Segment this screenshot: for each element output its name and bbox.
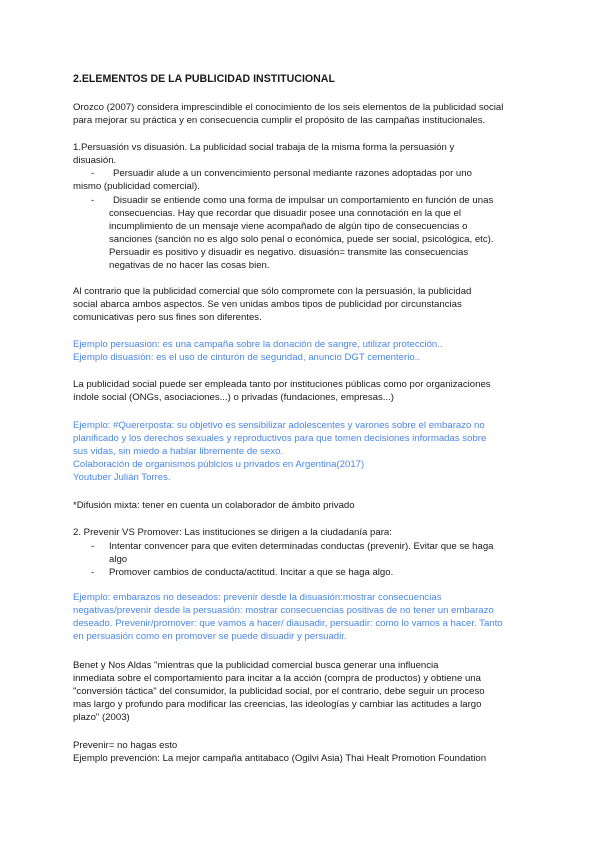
example-embarazos: deseado. Prevenir/promover: que vamos a hacer/ diausadir, persuadir: como lo vamos a hacer. Tanto	[73, 618, 503, 629]
example-disuasion: Ejemplo disuasión: es el uso de cinturón de seguridad, anuncio DGT cementerio..	[73, 352, 420, 363]
example-embarazos: Ejemplo: embarazos no deseados: prevenir desde la disuasión:mostrar consecuencias	[73, 592, 442, 603]
bullet-persuadir: mismo (publicidad comercial).	[73, 181, 200, 192]
mixed-diffusion-note: *Difusión mixta: tener en cuenta un colaborador de ámbito privado	[73, 500, 355, 511]
prevention-example: Ejemplo prevención: La mejor campaña antitabaco (Ogilvi Asia) Thai Healt Promotion Foundation	[73, 753, 487, 764]
bullet-dash: -	[91, 195, 95, 206]
institutions-paragraph: índole social (ONGs, asociaciones...) o privadas (fundaciones, empresas...)	[73, 392, 395, 403]
intro-line: Orozco (2007) considera imprescindible el conocimiento de los seis elementos de la publicidad social	[73, 102, 504, 113]
example-quererposta: Ejemplo: #Quererposta: su objetivo es sensibilizar adolescentes y varones sobre el embarazo no	[73, 420, 485, 431]
bullet-dash: -	[91, 168, 95, 179]
contrast-paragraph: Al contrario que la publicidad comercial que sólo compromete con la persuasión, la publicidad	[73, 286, 472, 297]
example-quererposta: Colaboración de organismos públcios u privados en Argentina(2017)	[73, 459, 365, 470]
contrast-paragraph: comunicativas pero sus fines son diferentes.	[73, 312, 262, 323]
section2-heading: 2. Prevenir VS Promover: Las instituciones se dirigen a la ciudadanía para:	[73, 527, 392, 538]
bullet-disuadir: sanciones (sanción no es algo solo penal o económica, puede ser social, psicológica, etc).	[109, 234, 494, 245]
intro-line: para mejorar su práctica y en consecuencia cumplir el propósito de las campañas institucionales.	[73, 115, 486, 126]
example-quererposta: sus vidas, sin miedo a hablar libremente de sexo.	[73, 446, 284, 457]
benet-quote: inmediata sobre el comportamiento para incitar a la acción (compra de productos) y obtiene una	[73, 673, 481, 684]
bullet-disuadir: incumplimiento de un mensaje viene acompañado de algún tipo de consecuencias o	[109, 221, 468, 232]
example-embarazos: en persuasión como en promover se puede disuadir y persuadir.	[73, 631, 347, 642]
benet-quote: Benet y Nos Aldas "mientras que la publicidad comercial busca generar una influencia	[73, 660, 439, 671]
section1-heading: disuasión.	[73, 155, 117, 166]
example-persuasion: Ejemplo persuasion: es una campaña sobre la donación de sangre, utilizar protección..	[73, 339, 443, 350]
example-quererposta: planificado y los derechos sexuales y reproductivos para que tomen decisiones informadas sobre	[73, 433, 487, 444]
bullet-prevenir: algo	[109, 554, 128, 565]
bullet-dash: -	[91, 541, 95, 552]
example-quererposta: Youtuber Julián Torres.	[73, 472, 171, 483]
benet-quote: plazo" (2003)	[73, 712, 130, 723]
example-embarazos: negativas/prevenir desde la persuasión: mostrar consecuencias positivas de no tener un embarazo	[73, 605, 494, 616]
bullet-promover: Promover cambios de conducta/actitud. Incitar a que se haga algo.	[109, 567, 394, 578]
prevenir-note: Prevenir= no hagas esto	[73, 740, 178, 751]
bullet-disuadir: Persuadir es positivo y disuadir es negativo. disuasión= transmite las consecuencias	[109, 247, 469, 258]
benet-quote: "conversión táctica" del consumidor, la publicidad social, por el contrario, debe seguir un proceso	[73, 686, 485, 697]
bullet-disuadir: negativas de no hacer las cosas bien.	[109, 260, 270, 271]
bullet-disuadir: Disuadir se entiende como una forma de impulsar un comportamiento en función de unas	[113, 195, 494, 206]
bullet-prevenir: Intentar convencer para que eviten determinadas conductas (prevenir). Evitar que se haga	[109, 541, 494, 552]
section1-heading: 1.Persuasión vs disuasión. La publicidad social trabaja de la misma forma la persuasión y	[73, 142, 455, 153]
benet-quote: mas largo y profundo para modificar las creencias, las ideologías y cambiar las actitudes a largo	[73, 699, 482, 710]
contrast-paragraph: social abarca ambos aspectos. Se ven unidas ambos tipos de publicidad por circunstancias	[73, 299, 462, 310]
bullet-dash: -	[91, 567, 95, 578]
bullet-disuadir: consecuencias. Hay que recordar que disuadir posee una connotación en la que el	[109, 208, 462, 219]
bullet-persuadir: Persuadir alude a un convencimiento personal mediante razones adoptadas por uno	[113, 168, 472, 179]
page-title: 2.ELEMENTOS DE LA PUBLICIDAD INSTITUCIONAL	[73, 73, 335, 85]
institutions-paragraph: La publicidad social puede ser empleada tanto por instituciones públicas como por organizaciones	[73, 379, 491, 390]
